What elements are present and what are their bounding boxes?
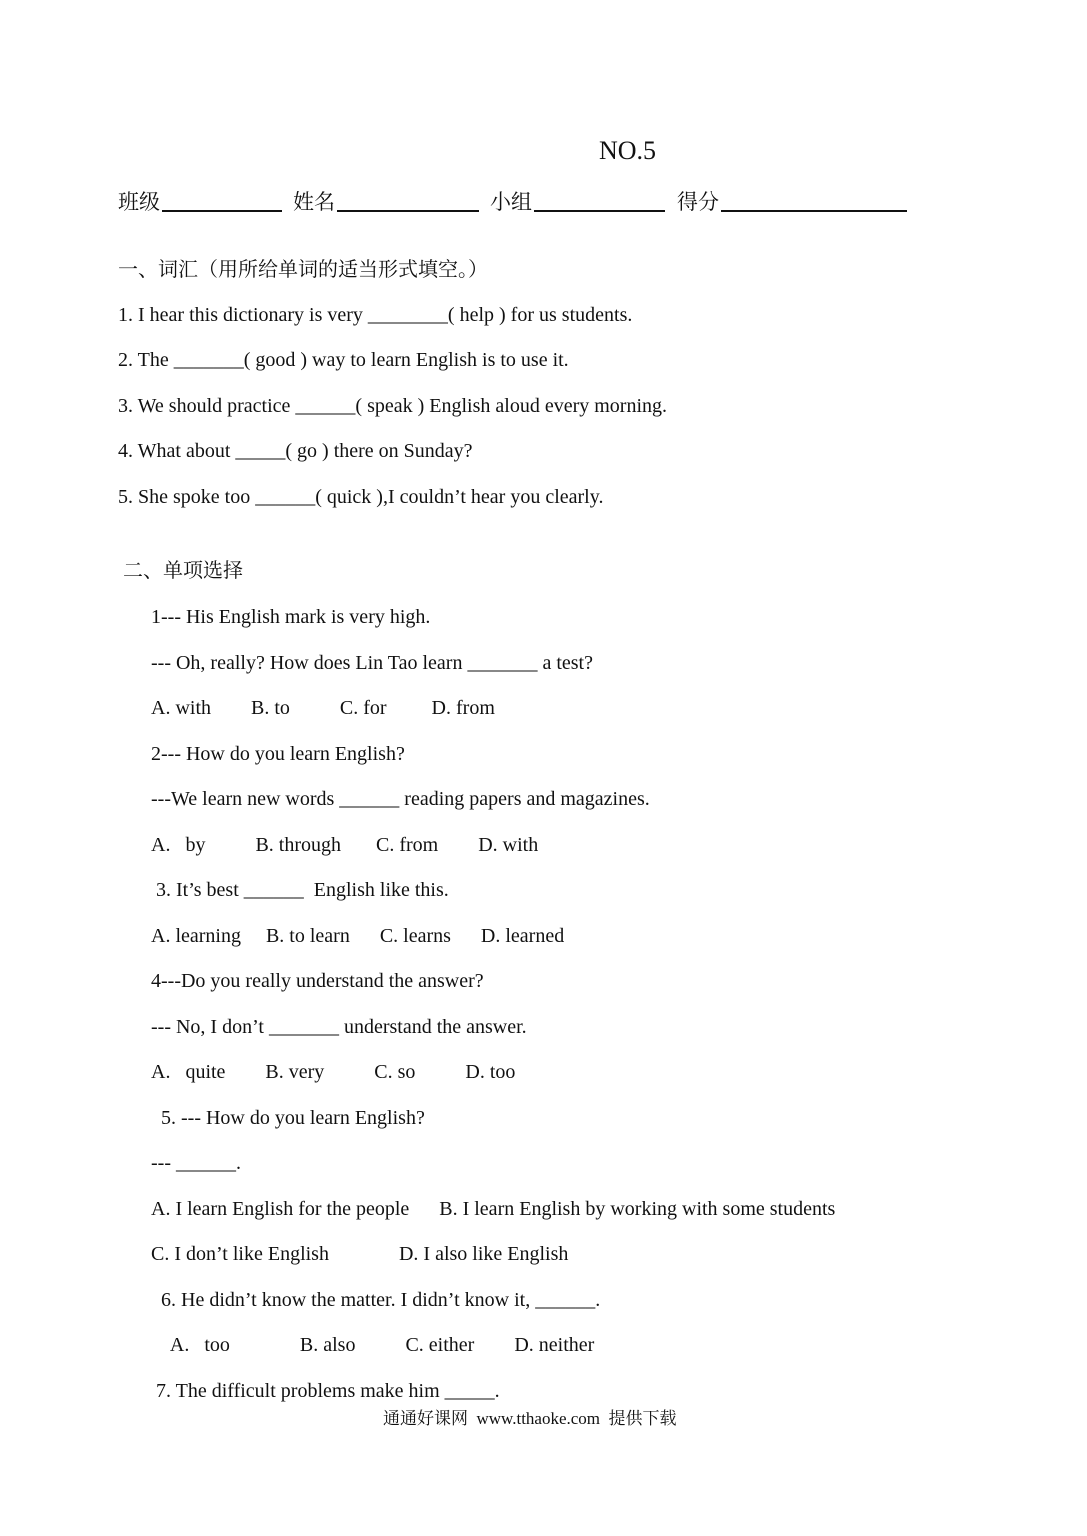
page-footer bbox=[383, 1408, 677, 1430]
vocab-item-1: 1. I hear this dictionary is very ________( help ) for us students. bbox=[118, 304, 633, 326]
answer-options: A. too B. also C. either D. neither bbox=[151, 1334, 595, 1356]
section2-heading: 二、单项选择 bbox=[123, 558, 243, 582]
class-blank bbox=[162, 210, 282, 212]
score-label: 得分 bbox=[677, 190, 719, 214]
footer-download-note: 提供下载 bbox=[608, 1409, 677, 1429]
answer-options: C. I don’t like English D. I also like English bbox=[151, 1243, 569, 1265]
answer-options: A. I learn English for the people B. I learn English by working with some students bbox=[151, 1198, 836, 1220]
group-label: 小组 bbox=[490, 190, 532, 214]
question-line: ---We learn new words ______ reading papers and magazines. bbox=[151, 788, 650, 810]
vocab-item-5: 5. She spoke too ______( quick ),I couldn’t hear you clearly. bbox=[118, 486, 604, 508]
vocab-item-4: 4. What about _____( go ) there on Sunday? bbox=[118, 440, 473, 462]
question-line: 7. The difficult problems make him _____. bbox=[151, 1380, 500, 1402]
question-line: 5. --- How do you learn English? bbox=[151, 1107, 425, 1129]
question-line: 6. He didn’t know the matter. I didn’t know it, ______. bbox=[151, 1289, 601, 1311]
question-line: 3. It’s best ______ English like this. bbox=[151, 879, 449, 901]
question-line: --- No, I don’t _______ understand the answer. bbox=[151, 1016, 527, 1038]
name-blank bbox=[337, 210, 479, 212]
answer-options: A. quite B. very C. so D. too bbox=[151, 1061, 516, 1083]
name-label: 姓名 bbox=[293, 190, 335, 214]
footer-site-name: 通通好课网 bbox=[383, 1409, 468, 1429]
section1-heading: 一、词汇（用所给单词的适当形式填空。） bbox=[118, 257, 488, 281]
question-line: --- ______. bbox=[151, 1152, 241, 1174]
vocab-item-3: 3. We should practice ______( speak ) English aloud every morning. bbox=[118, 395, 668, 417]
footer-url[interactable]: www.tthaoke.com bbox=[476, 1409, 601, 1428]
question-line: 1--- His English mark is very high. bbox=[151, 606, 431, 628]
score-blank bbox=[721, 210, 907, 212]
question-line: --- Oh, really? How does Lin Tao learn _______ a test? bbox=[151, 652, 593, 674]
question-line: 4---Do you really understand the answer? bbox=[151, 970, 484, 992]
vocab-item-2: 2. The _______( good ) way to learn English is to use it. bbox=[118, 349, 569, 371]
class-label: 班级 bbox=[118, 190, 160, 214]
group-blank bbox=[534, 210, 665, 212]
answer-options: A. learning B. to learn C. learns D. learned bbox=[151, 925, 565, 947]
page-title: NO.5 bbox=[599, 136, 657, 165]
question-line: 2--- How do you learn English? bbox=[151, 743, 405, 765]
answer-options: A. with B. to C. for D. from bbox=[151, 697, 495, 719]
answer-options: A. by B. through C. from D. with bbox=[151, 834, 539, 856]
